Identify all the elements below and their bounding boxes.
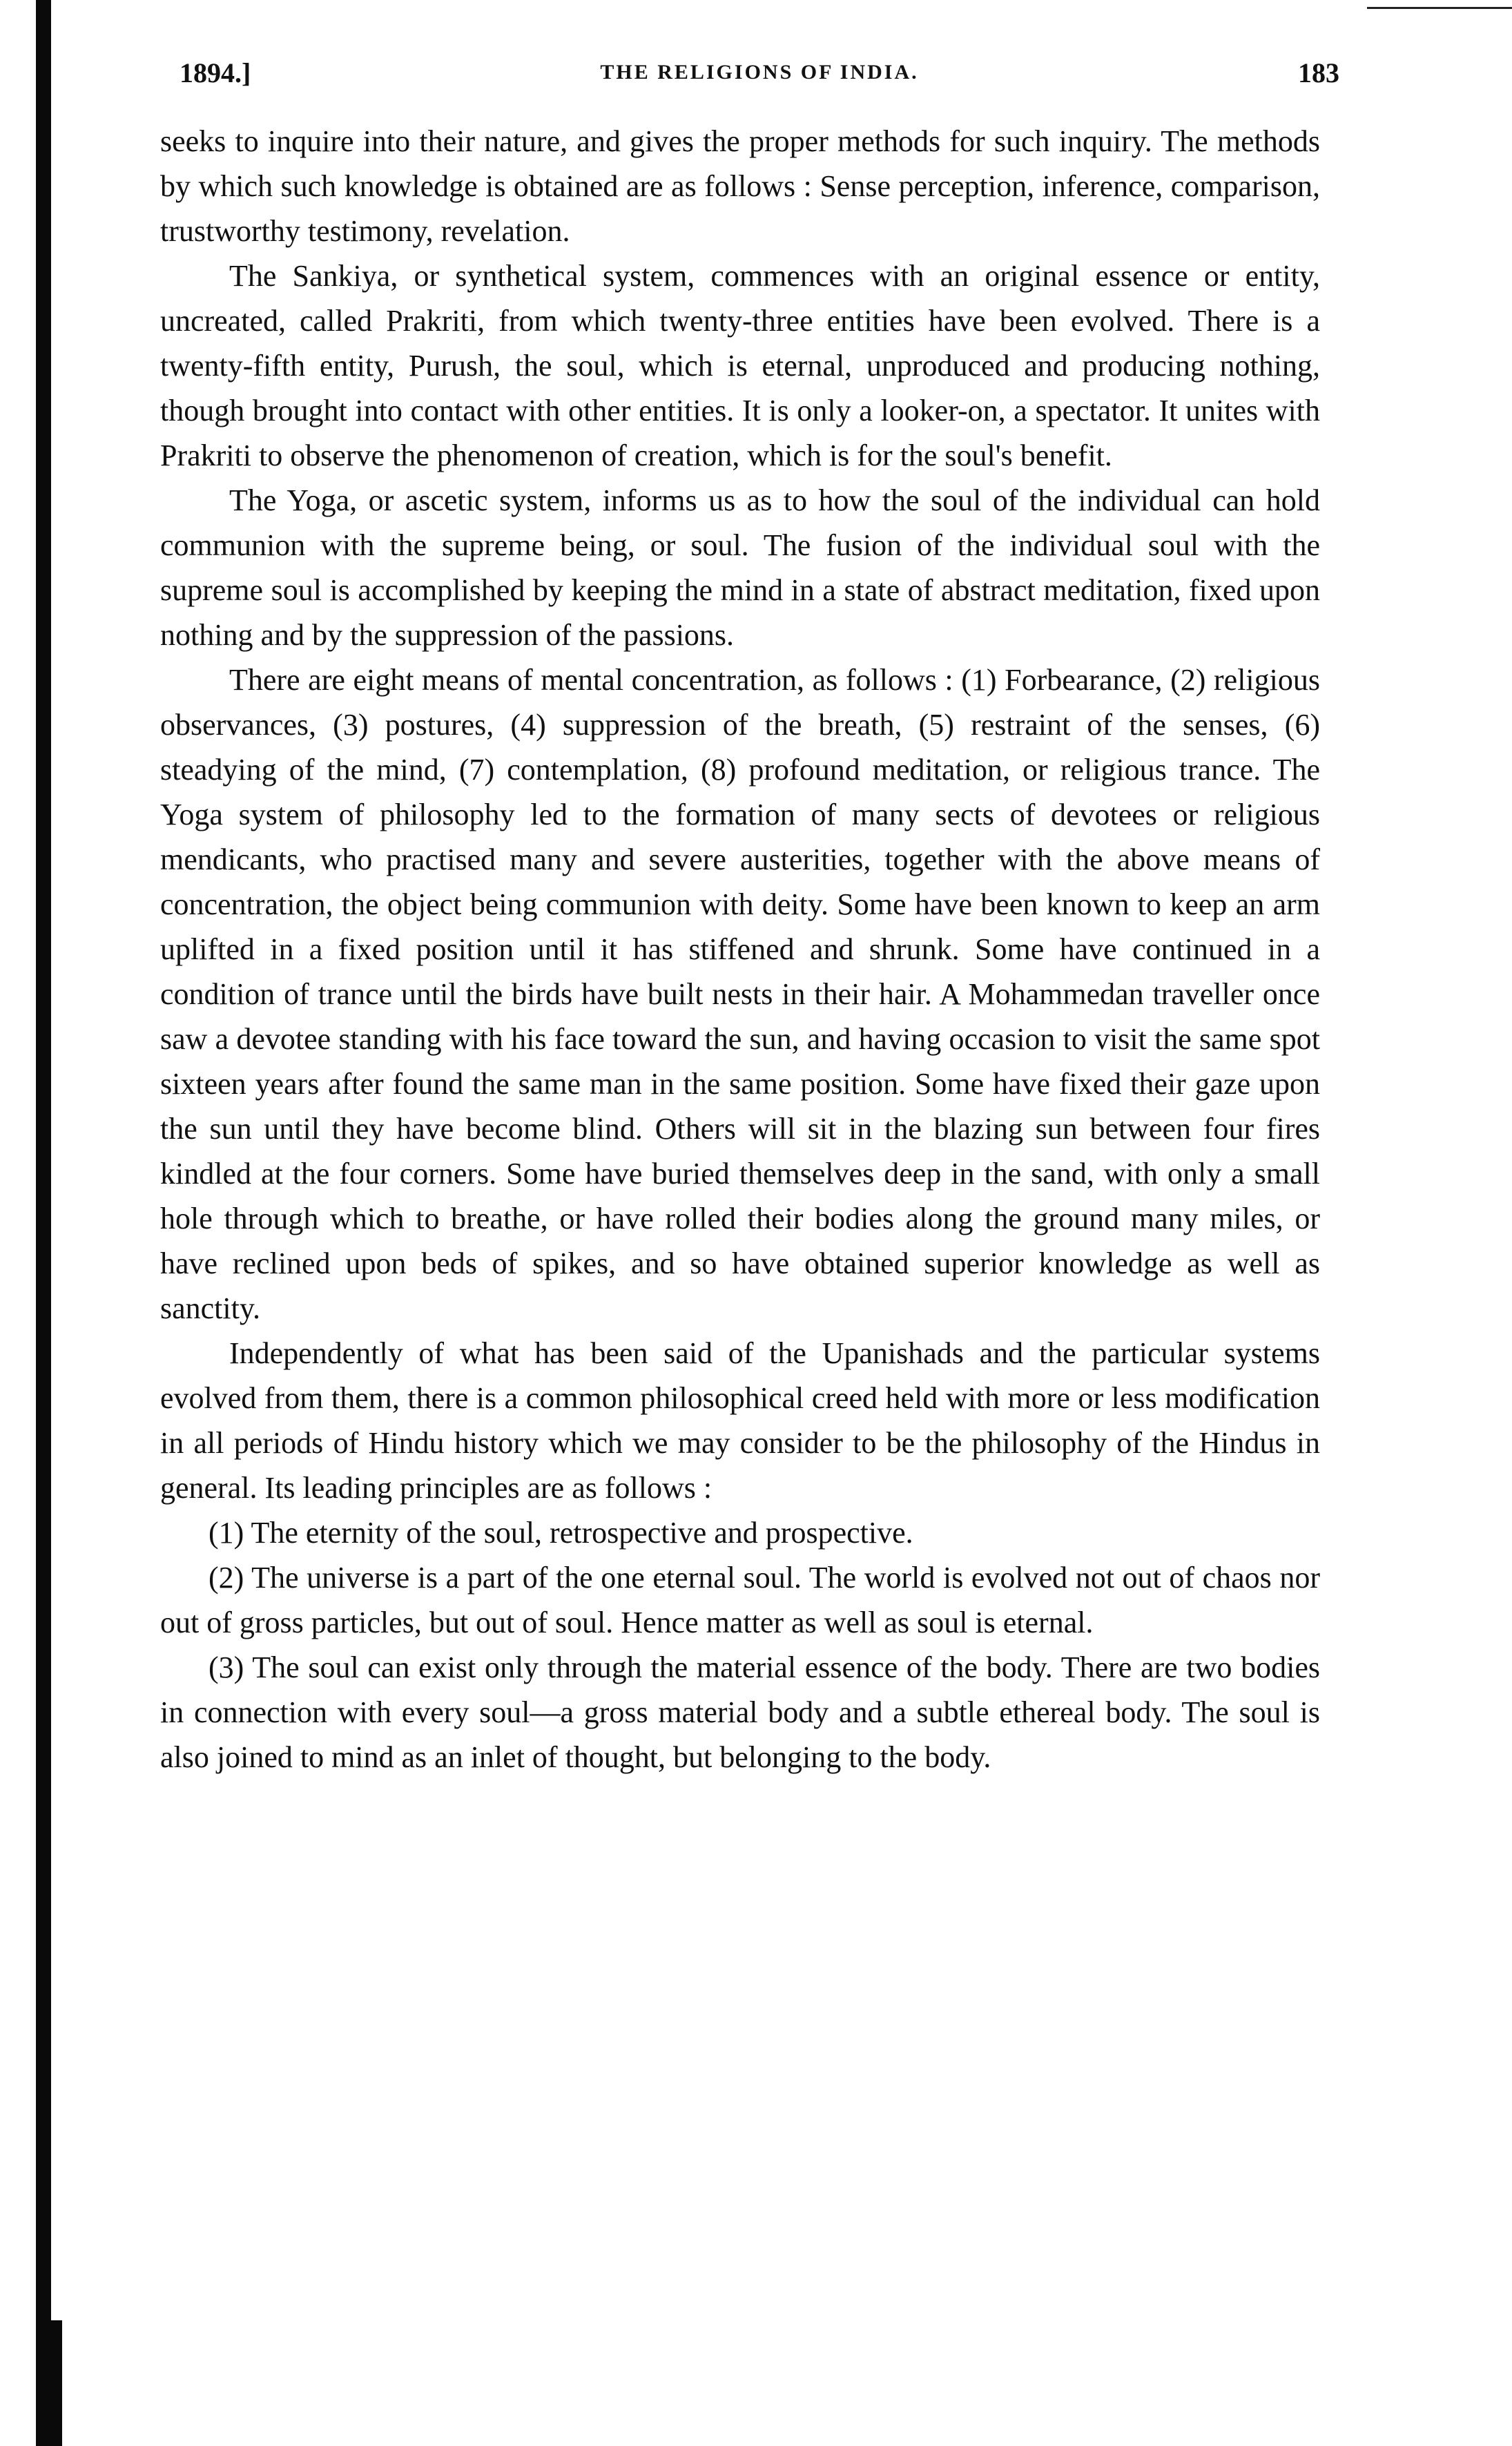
paragraph-philosophical-creed: Independently of what has been said of the Upanishads and the particular systems evolved from them, there is a common philosophical creed held with more or less modification in all periods of Hindu history which we may consider to be the philosophy of the Hindus in general. Its leading principles are as follows : [160,1336,1320,1505]
binding-shadow-bottom [51,2320,62,2446]
paragraph-yoga: The Yoga, or ascetic system, informs us as to how the soul of the individual can hold communion with the supreme being, or soul. The fusion of the individual soul with the supreme soul is accomplished by keeping the mind in a state of abstract meditation, fixed upon nothing and by the suppression of the passions. [160,483,1320,652]
binding-shadow-left [36,0,51,2446]
header-title: THE RELIGIONS OF INDIA. [600,61,919,84]
page-edge-rule [1367,7,1512,9]
principle-2: (2) The universe is a part of the one eternal soul. The world is evolved not out of chaos nor out of gross particles, but out of soul. Hence matter as well as soul is eternal. [160,1561,1320,1639]
article-body [160,119,1320,1780]
paragraph-sankiya: The Sankiya, or synthetical system, commences with an original essence or entity, uncreated, called Prakriti, from which twenty-three entities have been evolved. There is a twenty-fifth entity, Purush, the soul, which is eternal, unproduced and producing nothing, though brought into contact with other entities. It is only a looker-on, a spectator. It unites with Prakriti to observe the phenomenon of creation, which is for the soul's benefit. [160,259,1320,472]
paragraph-concentration: There are eight means of mental concentration, as follows : (1) Forbearance, (2) religious observances, (3) postures, (4) suppression of the breath, (5) restraint of the senses, (6) steadying of the mind, (7) contemplation, (8) profound meditation, or religious trance. The Yoga system of philosophy led to the formation of many sects of devotees or religious mendicants, who practised many and severe austerities, together with the above means of concentration, the object being communion with deity. Some have been known to keep an arm uplifted in a fixed position until it has stiffened and shrunk. Some have continued in a condition of trance until the birds have built nests in their hair. A Mohammedan traveller once saw a devotee standing with his face toward the sun, and having occasion to visit the same spot sixteen years after found the same man in the same position. Some have fixed their gaze upon the sun until they have become blind. Others will sit in the blazing sun between four fires kindled at the four corners. Some have buried themselves deep in the sand, with only a small hole through which to breathe, or have rolled their bodies along the ground many miles, or have reclined upon beds of spikes, and so have obtained superior knowledge as well as sanctity. [160,663,1320,1325]
page-number: 183 [1298,57,1339,88]
principle-3: (3) The soul can exist only through the material essence of the body. There are two bodies in connection with every soul—a gross material body and a subtle ethereal body. The soul is also joined to mind as an inlet of thought, but belonging to the body. [160,1650,1320,1774]
principle-1: (1) The eternity of the soul, retrospective and prospective. [209,1516,913,1550]
running-header [180,57,1339,98]
header-date: 1894.] [180,57,251,88]
paragraph-continued: seeks to inquire into their nature, and gives the proper methods for such inquiry. The methods by which such knowledge is obtained are as follows : Sense perception, inference, comparison, trustworthy testimony, revelation. [160,124,1320,248]
